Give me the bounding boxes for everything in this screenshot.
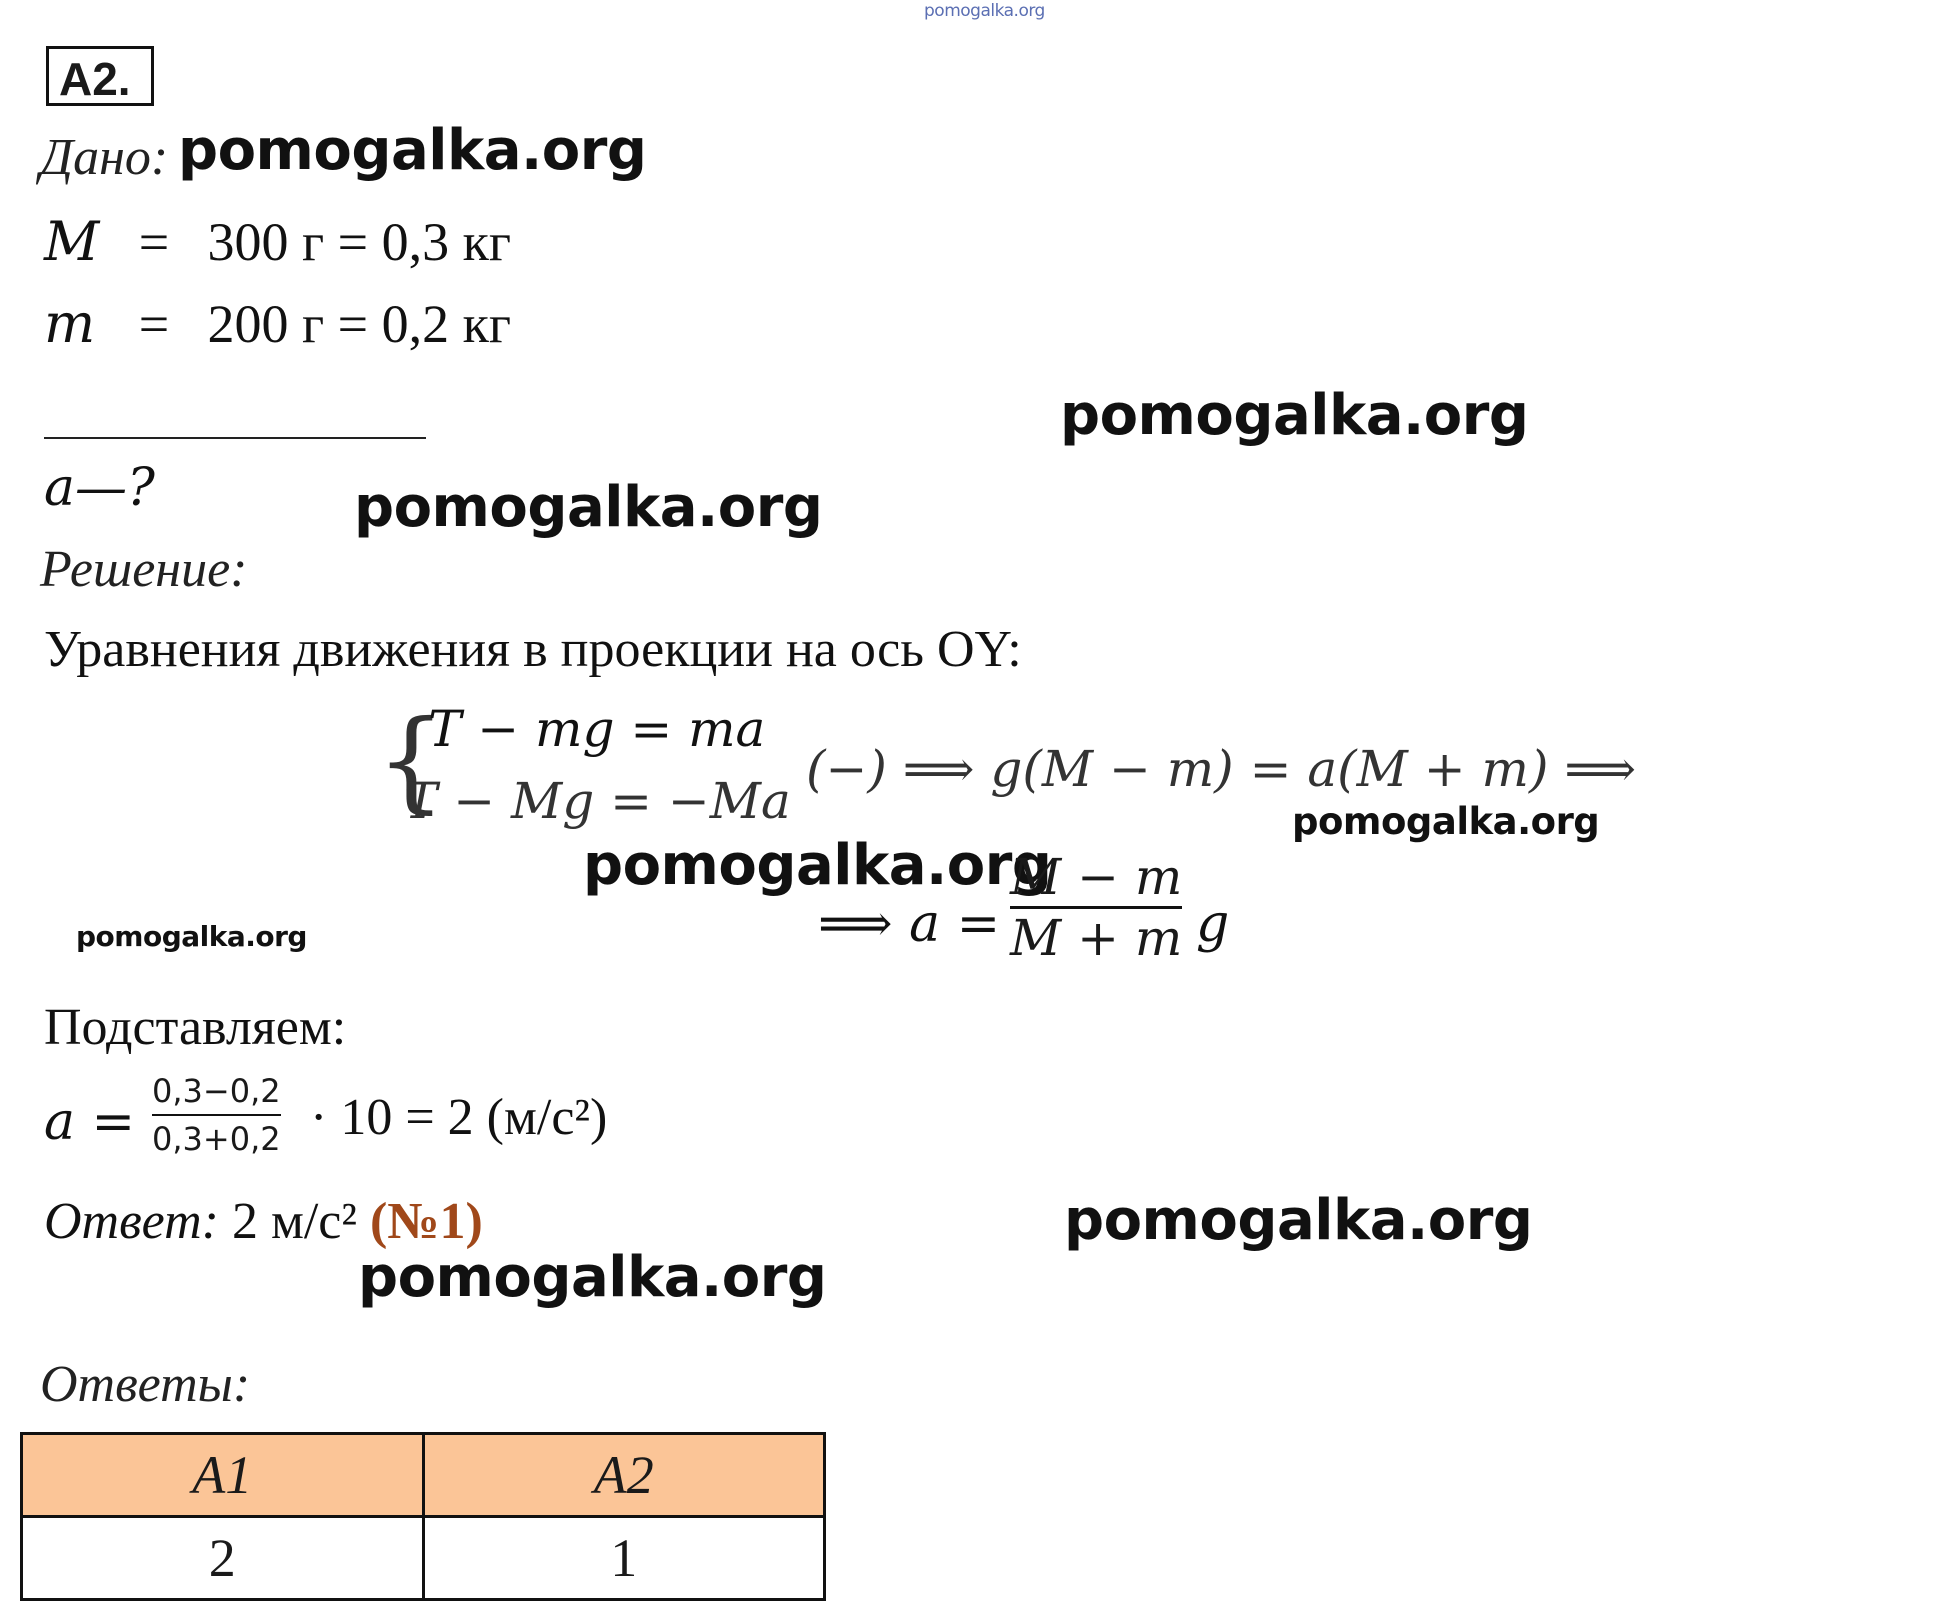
given-value: 200 г = 0,2 кг xyxy=(207,294,511,354)
result-numerator: M − m xyxy=(1010,848,1183,906)
answer-cell-a1: 2 xyxy=(22,1517,424,1600)
watermark: pomogalka.org xyxy=(1064,1188,1533,1253)
result-fraction xyxy=(1010,848,1182,967)
answer-reference: (№1) xyxy=(369,1193,483,1250)
given-divider xyxy=(44,437,426,439)
problem-label: А2. xyxy=(46,46,154,106)
answers-table xyxy=(20,1432,826,1601)
given-eq: = xyxy=(138,294,170,354)
answers-heading: Ответы: xyxy=(40,1356,251,1413)
system-continuation: (−) ⟹ g(M − m) = a(M + m) ⟹ xyxy=(806,740,1637,798)
system-equation-2: T − Mg = −Ma xyxy=(404,772,791,830)
solution-intro: Уравнения движения в проекции на ось OY: xyxy=(44,621,1022,678)
given-value: 300 г = 0,3 кг xyxy=(207,212,511,272)
table-row xyxy=(22,1517,825,1600)
system-equation-1: T − mg = ma xyxy=(428,700,766,758)
given-eq: = xyxy=(138,212,170,272)
calc-numerator: 0,3−0,2 xyxy=(152,1072,281,1110)
substitute-heading: Подставляем: xyxy=(44,999,347,1056)
answer-label: Ответ: xyxy=(44,1193,219,1250)
given-line-1 xyxy=(44,210,511,273)
fraction-bar xyxy=(152,1114,281,1116)
given-heading: Дано: xyxy=(40,129,169,186)
watermark: pomogalka.org xyxy=(178,118,647,183)
calc-suffix: · 10 = 2 (м/с²) xyxy=(310,1089,608,1146)
watermark: pomogalka.org xyxy=(76,920,307,953)
watermark: pomogalka.org xyxy=(354,475,823,540)
answer-cell-a2: 1 xyxy=(423,1517,825,1600)
table-header-row xyxy=(22,1434,825,1517)
calc-prefix: a = xyxy=(44,1092,136,1152)
calc-denominator: 0,3+0,2 xyxy=(152,1120,281,1158)
given-line-2 xyxy=(44,292,511,355)
watermark-top: pomogalka.org xyxy=(924,1,1045,21)
calc-fraction xyxy=(152,1072,281,1158)
answer-value: 2 м/с² xyxy=(218,1193,370,1250)
watermark: pomogalka.org xyxy=(358,1245,827,1310)
solution-heading: Решение: xyxy=(40,541,248,598)
result-denominator: M + m xyxy=(1010,909,1183,967)
result-suffix: g xyxy=(1196,894,1230,954)
given-var: M xyxy=(44,210,100,273)
result-prefix: ⟹ a = xyxy=(818,894,1001,954)
column-header-a1: А1 xyxy=(22,1434,424,1517)
answer-line xyxy=(44,1192,483,1251)
watermark: pomogalka.org xyxy=(1292,800,1600,843)
watermark: pomogalka.org xyxy=(1060,383,1529,448)
system-brace: { xyxy=(376,696,446,824)
watermark: pomogalka.org xyxy=(583,833,1052,898)
given-var: m xyxy=(44,292,96,355)
find-statement: a—? xyxy=(44,458,155,518)
column-header-a2: А2 xyxy=(423,1434,825,1517)
